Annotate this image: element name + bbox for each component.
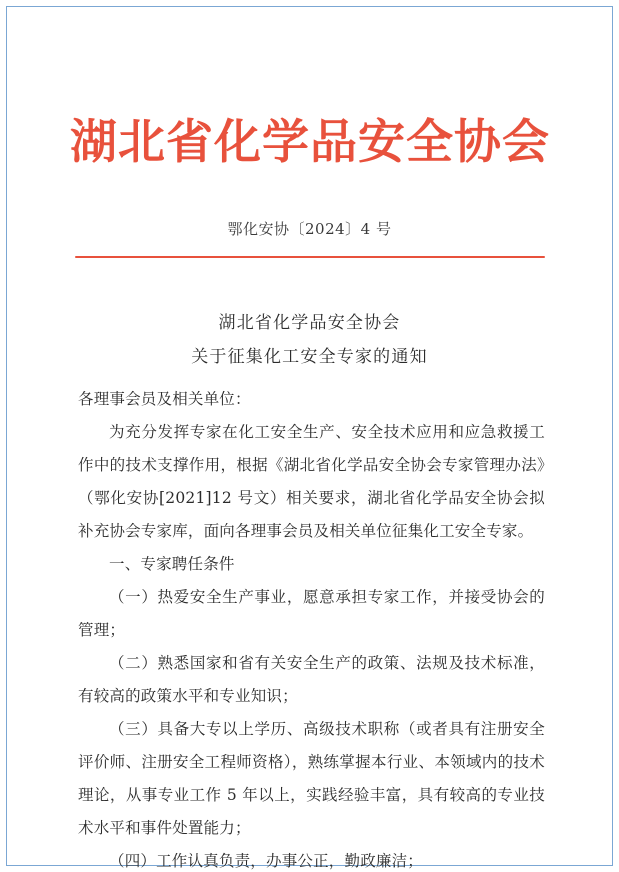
condition-item-1: （一）热爱安全生产事业，愿意承担专家工作，并接受协会的管理；	[78, 588, 545, 639]
condition-item-2: （二）熟悉国家和省有关安全生产的政策、法规及技术标准，有较高的政策水平和专业知识；	[78, 654, 545, 705]
organization-title: 湖北省化学品安全协会	[70, 115, 550, 170]
salutation: 各理事会员及相关单位：	[78, 390, 251, 408]
document-body	[78, 383, 545, 872]
condition-item-3: （三）具备大专以上学历、高级技术职称（或者具有注册安全评价师、注册安全工程师资格），熟练掌握本行业、本领域内的技术理论，从事专业工作 5 年以上，实践经验丰富，具有较高的专业技术水平和事件处置能力；	[78, 720, 545, 837]
condition-item-4: （四）工作认真负责，办事公正，勤政廉洁；	[109, 852, 424, 870]
document-title	[0, 306, 619, 374]
body-paragraph-intro: 为充分发挥专家在化工安全生产、安全技术应用和应急救援工作中的技术支撑作用，根据《湖北省化学品安全协会专家管理办法》（鄂化安协[2021]12 号文）相关要求，湖北省化学品安全协会拟补充协会专家库，面向各理事会员及相关单位征集化工安全专家。	[78, 423, 545, 540]
section-heading-appointment-conditions: 一、专家聘任条件	[109, 555, 235, 573]
document-title-line-1: 湖北省化学品安全协会	[218, 313, 401, 333]
document-title-line-2: 关于征集化工安全专家的通知	[191, 347, 428, 367]
letterhead	[70, 112, 550, 174]
letterhead-divider	[75, 256, 545, 258]
document-number: 鄂化安协〔2024〕4 号	[227, 220, 392, 238]
